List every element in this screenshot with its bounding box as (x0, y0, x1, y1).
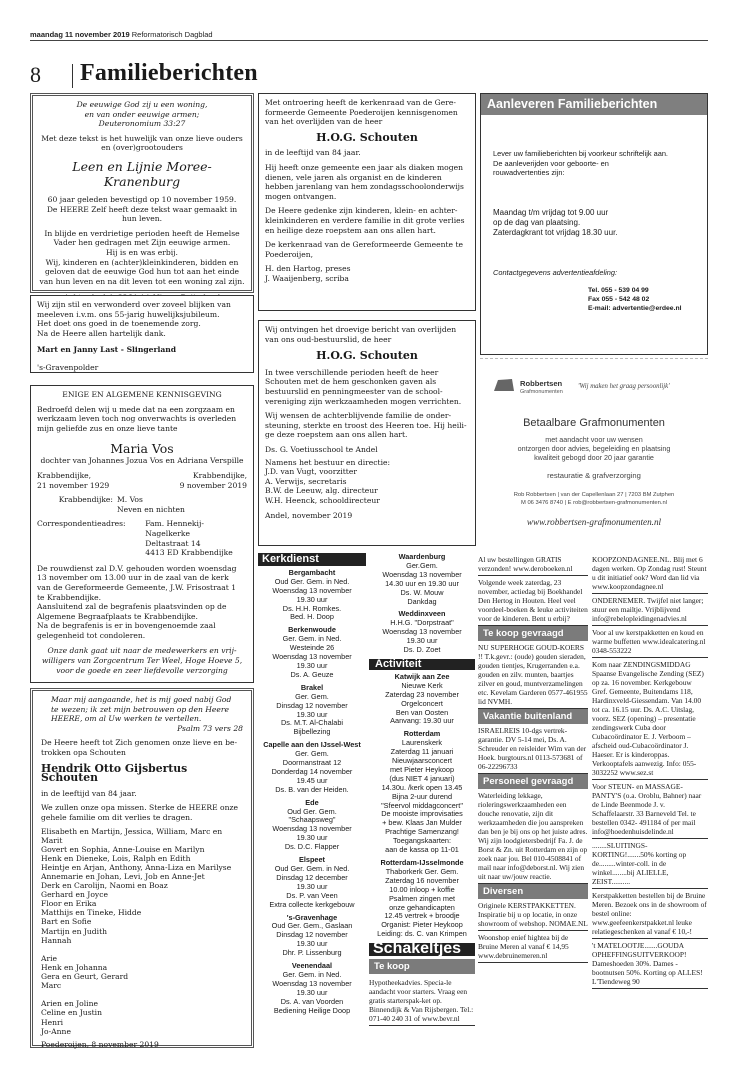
text-line: op de dag van plaatsing. (493, 217, 581, 227)
church-line: Ds. B. van der Heiden. (275, 784, 349, 794)
church-line: + bew. Klaas Jan Mulder (382, 818, 462, 828)
church-line: Orgelconcert (401, 698, 443, 708)
church-line: De mooiste improvisaties (381, 809, 463, 819)
church-line: Dinsdag 12 november (276, 930, 348, 940)
church-place: Rotterdam (403, 729, 441, 739)
text-line: Na de Heere allen hartelijk dank. (37, 328, 166, 338)
text-line: Wij, kinderen en (achter)kleinkinderen, bidden en (45, 257, 239, 267)
classified-ad: ONDERNEMER. Twijfel niet langer; stuur een mailtje. Vrijblijvend info@rebelopleidingenadvies.nl (592, 594, 708, 626)
text-line: De aanleverijden voor geboorte- en (493, 158, 609, 168)
text-line: ontzorgen door advies, begeleiding en plaatsing (517, 444, 671, 453)
text-line: Hij heeft onze gemeente een jaar als diaken mogen (265, 162, 463, 172)
church-line: (dus NIET 4 januari) (389, 773, 455, 783)
family-member: Henk en Johanna (41, 962, 108, 972)
church-place: Capelle aan den IJssel-West (263, 740, 361, 750)
school-name-line: Ds. G. Voetiusschool te Andel (265, 444, 378, 454)
church-line: Thaborkerk Ger. Gem. (385, 866, 459, 876)
church-service (258, 684, 366, 737)
church-line: Ben van Oosten (395, 707, 449, 717)
family-member: Arien en Joline (41, 999, 98, 1009)
family-member: Arie (41, 953, 58, 963)
text-line: In twee verschillende perioden heeft de heer (265, 367, 439, 377)
born-place: Krabbendijke, (37, 470, 92, 480)
classified-ad: Waterleiding lekkage, rioleringswerkzaamheden een douche renovatie, zijn dit werkzaamheden die jou aanspreken dan ben je bij ons op het juiste adres. Wij zijn loodgietersbedrijf Fa. J. de Borst & Zn. uit Rotterdam en zijn op zoek naar jou. Bel 010-4508841 of mail naar info@deborst.nl. Wij zien uit naar uw/jouw reactie. (478, 789, 588, 884)
classified-ad: 't MATELOOTJE.......GOUDA OPHEFFINGSUITVERKOOP! Dameshoeden 30%. Dames -bootnutsen 50%. Korting op ALLES! L'Tiendeweg 90 (592, 939, 708, 989)
classified-ad: Voor al uw kerstpakketten en koud en warme buffetten www.idealcatering.nl 0348-553222 (592, 626, 708, 658)
church-line: 10.00 inloop + koffie (389, 884, 455, 894)
church-line: Zaterdag 11 januari (390, 747, 454, 757)
died-date: 9 november 2019 (179, 480, 247, 490)
church-line: Prachtige Samenzang! (385, 827, 459, 837)
aanleveren-box (480, 93, 708, 355)
church-line: 19.45 uur (296, 775, 328, 785)
family-member: Marc (41, 981, 62, 991)
text-line: In blijde en verdrietige perioden heeft de Hemelse (44, 228, 240, 238)
verse-line: HEERE, om al Uw werken te vertellen. (51, 714, 202, 724)
text-line: kwaliteit gebogd door 20 jaar garantie (534, 453, 654, 462)
text-line: M. Vos (117, 495, 143, 505)
header-rule (30, 40, 708, 41)
diversen-heading: Diversen (478, 884, 588, 899)
family-member: Heintje en Arjan, Anthony, Anna-Liza en Marilyse (41, 862, 232, 872)
classified-ad: KOOPZONDAGNEE.NL. Blij met 6 dagen werken. Op Zondag rust! Steunt u dit initiatief ook? Word dan lid via www.koopzondagnee.nl (592, 553, 708, 594)
church-line: Dinsdag 12 november (276, 700, 348, 710)
text-line: dienen, vele jaren als organist en de kinderen (265, 172, 442, 182)
paper-name: Reformatorisch Dagblad (131, 30, 213, 39)
church-line: Dinsdag 12 december (276, 872, 348, 882)
text-line: Met ontroering heeft de kerkenraad van de Gere- (265, 98, 456, 107)
church-line: Woensdag 13 november (272, 824, 352, 834)
church-line: Ds. D.C. Flapper (284, 842, 340, 852)
church-service (258, 856, 366, 909)
family-member: Henri (41, 1017, 64, 1027)
text-line: Wij ontvingen het droevige bericht van overlijden (265, 325, 457, 334)
family-member (41, 990, 243, 999)
school-notice (258, 320, 476, 546)
family-member: Jo-Anne (41, 1026, 71, 1036)
church-place: Weddinxveen (398, 609, 446, 619)
anniversary-intro (39, 134, 245, 153)
classified-ad: Kerstpakketten bestellen bij de Bruine Meren. Bezoek ons in de showroom of bestel online: www.geefeenkerstpakket.nl leuke relatiegeschenken al vanaf € 10,-! (592, 889, 708, 939)
text-line: voor de goede en zeer liefdevolle verzorging (56, 665, 228, 675)
schakeltjes-heading (369, 940, 475, 958)
church-line: Extra collecte kerkgebouw (269, 899, 355, 909)
fax-text: Fax 055 - 542 48 02 (588, 295, 650, 303)
text-line: Vader hen gedragen met Zijn eeuwige armen. (53, 238, 231, 248)
kerkdienst-heading: Kerkdienst (258, 553, 366, 566)
thanks-notice (30, 295, 254, 373)
church-line: Ger.Gem. (406, 560, 438, 570)
text-line: De Heere heeft tot Zich genomen onze lieve en be- (41, 738, 238, 748)
church-place: Waardenburg (398, 552, 446, 561)
church-line: Dankdag (407, 596, 437, 606)
church-line: onze gehandicapten (389, 902, 455, 912)
aanleveren-title: Aanleveren Familieberichten (481, 94, 707, 115)
text-line: kleinkinderen en verdere familie in dit grote verlies (265, 215, 465, 225)
text-line: hebben jarenlang van hem zondagsschoolonderwijs (265, 182, 464, 192)
church-line: Donderdag 14 november (271, 766, 353, 776)
text-line: vereniging zijn werkzaamheden mogen verrichten. (265, 396, 462, 406)
family-member: Martijn en Judith (41, 926, 108, 936)
family-member (41, 945, 243, 954)
church-line: 19.30 uur (406, 636, 438, 646)
anniversary-text1 (39, 195, 245, 224)
schakeltjes-title: Schakeltjes (373, 940, 462, 958)
church-line: Woensdag 13 november (382, 569, 462, 579)
section-title: Familieberichten (80, 60, 258, 86)
classified-ad: Hypotheekadvies. Specia-le aandacht voor starters. Vraag een gratis starterspak-ket op. Binnendijk & Van Rijsbergen. Tel.: 071-40 240 31 of www.bevr.nl (369, 976, 475, 1026)
family-member: Gerhard en Joyce (41, 890, 108, 900)
church-line: Bed. H. Doop (290, 612, 334, 622)
church-line: 12.45 vertrek + broodje (384, 911, 460, 921)
church-service (369, 553, 475, 606)
school-footer: Andel, november 2019 (265, 510, 353, 520)
classified-col3 (478, 553, 588, 1050)
church-place: Veenendaal (291, 961, 333, 971)
classified-ad: ........SLUITINGS-KORTING!.......50% korting op de.........winter-coll. in de winkel........bij ALIELLE, ZEIST.......... (592, 839, 708, 889)
classified-ad: NU SUPERHOGE GOUD-KOERS !! T.k.gevr.: (oude) gouden sieraden, gouden tientjes, Krugerranden e.a. gouden en zilv. munten, baartjes zilver en goud, muntverzamelingen etc. Kevelam Garderen 0577-461955 lid NVMH. (478, 641, 588, 709)
text-line: W.H. Heenck, schooldirecteur (265, 495, 380, 505)
church-line: 14.30 uur en 19.30 uur (385, 578, 459, 588)
text-line: Neven en nichten (117, 504, 185, 514)
church-line: 19.30 uur (296, 939, 328, 949)
schouten-family-list (41, 827, 243, 1036)
church-line: 19.30 uur (296, 987, 328, 997)
email-text: E-mail: advertentie@erdee.nl (588, 304, 682, 312)
classified-col4 (592, 553, 708, 1050)
schouten-family-notice (30, 688, 254, 1048)
services: restauratie & grafverzorging (547, 471, 641, 480)
text-line: De HEERE Zelf heeft deze tekst waar gemaakt in (46, 204, 238, 214)
church-line: Oud Ger. Gem., Gaslaan (271, 921, 353, 931)
family-member: Hannah (41, 935, 72, 945)
family-member: Gera en Geurt, Gerard (41, 972, 129, 982)
church-line: Ger. Gem. in Ned. (282, 634, 342, 644)
text-line: Poederoijen, (265, 249, 314, 259)
family-member: Annemarie en Johan, Levi, Job en Anne-Jet (41, 872, 205, 881)
church-line: met Pieter Heykoop (389, 764, 455, 774)
text-line: Na de begrafenis is er in bovengenoemde zaal (37, 621, 216, 631)
text-line: Zaterdagkrant tot vrijdag 18.30 uur. (493, 227, 618, 237)
church-line: 19.30 uur (296, 594, 328, 604)
text-line: en (over)grootouders (101, 143, 183, 153)
te-koop-heading: Te koop (369, 959, 475, 974)
family-member: Floor en Erika (41, 899, 97, 909)
anniversary-text2 (39, 229, 245, 287)
church-line: Woensdag 13 november (272, 652, 352, 662)
church-line: "Sfeervol middagconcert" (381, 800, 463, 810)
text-line: geloven dat de eeuwige God hun tot aan het einde (44, 267, 240, 277)
edition-date (30, 30, 213, 39)
text-line: trokken opa Schouten (41, 747, 126, 757)
text-line: ge deze roepstem aan ons allen hart. (265, 430, 408, 440)
text-line: Bedroefd delen wij u mede dat na een zorgzaam en (37, 404, 235, 414)
text-line: meeleven i.v.m. ons 55-jarig huwelijksjubileum. (37, 309, 220, 319)
text-line: steuning, sterkte en troost des Heeren toe. Hij heili- (265, 420, 467, 430)
text-line: De rouwdienst zal D.V. gehouden worden woensdag (37, 563, 237, 573)
vos-service (37, 564, 247, 641)
kerkraad-name: H.O.G. Schouten (316, 130, 418, 144)
church-line: Psalmen zingen met (388, 893, 456, 903)
text-line: van hun leven en na dit leven tot een woning zal zijn. (39, 276, 245, 286)
church-place: Ede (305, 797, 319, 807)
text-line: Hij is en was erbij. (106, 247, 178, 257)
corr-label: Correspondentieadres: (37, 519, 126, 529)
verse-line: en van onder eeuwige armen; (84, 109, 200, 119)
robbertsen-contact: M 06 3476 8740 | E rob@robbertsen-grafmonumenten.nl (521, 500, 667, 506)
vos-thanks (37, 646, 247, 675)
church-service (258, 569, 366, 622)
classified-ad: Woonshop enief hightea bij de Bruine Meren al vanaf € 14,95 www.debruinemeren.nl (478, 931, 588, 963)
classified-ad: ISRAELREIS 10-dgs vertrek-garantie. DV 5-14 mei, Ds. A. Schreuder en reisleider Wim van der Hoek. burgtours.nl 0113-573681 of 06-22296733 (478, 724, 588, 774)
church-line: H.H.G. "Dorpstraat" (390, 618, 454, 628)
text-line: bestuurslid en penningmeester van de school- (265, 386, 443, 396)
born-date: 21 november 1929 (37, 480, 110, 490)
contact-label: Contactgegevens advertentieafdeling: (493, 267, 618, 277)
text-line: Aansluitend zal de begrafenis plaatsvinden op de (37, 602, 227, 612)
text-line: J. Waaijenberg, scriba (265, 273, 349, 283)
text-line: A. Verwijs, secretaris (265, 476, 347, 486)
text-line: Het doet ons goed in de toenemende zorg. (37, 319, 201, 329)
church-line: Organist: Pieter Heykoop (381, 920, 463, 930)
text-line: Algemene Begraafplaats te Krabbendijke. (37, 611, 198, 621)
church-service (369, 673, 475, 726)
classified-ad: Kom naar ZENDINGSMIDDAG Spaanse Evangelische Zending (SEZ) op za. 16 november. Kerkgebouw Gref. Gemeente, Buitendams 118, Hardinxveld-Giessendam. Van 14.00 tot ca. 16.15 uur. Ds. A.C. Uitslag, voorz. SEZ (opening) – presentatie zendingswerk Cuba door Cubacoördinator E. J. Verboom – afscheid oud-Cubacoördinator J. Haeser. Er is kinderoppas. Verkooptafels aanwezig. Info: 055-3032252 www.sez.st (592, 658, 708, 780)
couple-name: Leen en Lijnie Moree-Kranenburg (72, 158, 212, 189)
text-line: Namens het bestuur en directie: (265, 457, 391, 467)
text-line: gehele familie om dit verlies te dragen. (41, 812, 193, 822)
anniversary-notice (30, 93, 254, 293)
church-line: Ger. Gem. in Ned. (282, 969, 342, 979)
family-member: Govert en Sophia, Anne-Louise en Marilyn (41, 844, 205, 854)
text-line: Wij zijn stil en verwonderd over zoveel blijken van (37, 300, 231, 309)
schouten-verse (41, 695, 243, 733)
church-line: Ger. Gem. (295, 749, 329, 759)
church-service (258, 799, 366, 852)
kerkraad-age: in de leeftijd van 84 jaar. (265, 148, 361, 158)
church-place: Rotterdam-IJsselmonde (380, 858, 464, 867)
schouten-full-name: Hendrik Otto Gijsbertus Schouten (41, 761, 188, 785)
robbertsen-url[interactable]: www.robbertsen-grafmonumenten.nl (526, 517, 662, 527)
church-line: Nieuwe Kerk (401, 680, 443, 690)
activiteit-heading: Activiteit (369, 659, 475, 670)
vos-name: Maria Vos (110, 441, 174, 457)
text-line: van het overlijden van de heer (265, 117, 383, 127)
text-line: gelegenheid tot condoleren. (37, 630, 146, 640)
church-line: Toegangskaarten: (392, 836, 451, 846)
text-line: De Heere gedenke zijn kinderen, klein- en achter- (265, 206, 458, 216)
vos-intro (37, 405, 247, 434)
church-place: 's-Gravenhage (286, 912, 338, 922)
church-line: Ds. D. Zoet (403, 645, 441, 655)
verse-line: Maar mij aangaande, het is mij goed nabij God (51, 695, 232, 704)
text-line: 4413 ED Krabbendijke (145, 548, 233, 558)
text-line: Lever uw familieberichten bij voorkeur schriftelijk aan. (493, 149, 668, 159)
church-line: Oud Ger. Gem. (287, 806, 337, 816)
classified-ad: Volgende week zaterdag, 23 november, actiedag bij Boekhandel Den Hertog in Houten. Heel veel voordeel-boeken & leuke activiteiten voor de kinderen. Bent u erbij? (478, 576, 588, 626)
schouten-p1 (41, 803, 243, 822)
verse-line: Deuteronomium 33:27 (98, 119, 186, 129)
robbertsen-address: Rob Robbertsen | van der Capellenlaan 27 | 7203 BM Zutphen (513, 492, 675, 498)
verse-ref: Psalm 73 vers 28 (177, 723, 243, 733)
church-line: Zaterdag 16 november (385, 875, 459, 885)
classified-ad: Originele KERSTPAKKETTEN. Inspiratie bij u op locatie, in onze showroom of webshop. NOMAE.NL (478, 899, 588, 931)
church-line: Ds. H.H. Romkes. (282, 603, 342, 613)
robbertsen-title: Betaalbare Grafmonumenten (523, 417, 665, 429)
church-service (369, 859, 475, 939)
text-line: J.D. van Vugt, voorzitter (265, 467, 357, 477)
church-service (258, 626, 366, 679)
family-member: Derk en Carolijn, Naomi en Boaz (41, 881, 168, 891)
church-service (258, 914, 366, 959)
text-line: te Krabbendijke. (37, 592, 102, 602)
classified-ad: Voor STEUN- en MASSAGE-PANTY'S (o.a. Oroblu, Bahner) naar de Linde Beenmode J. v. Schaffelaarstr. 33 Barneveld Tel. te bestellen 0342- 491184 of per mail info@hoedenhuisdelinde.nl (592, 780, 708, 839)
text-line: Maandag t/m vrijdag tot 9.00 uur (493, 207, 609, 217)
personeel-heading: Personeel gevraagd (478, 774, 588, 789)
brand-sub: Grafmonumenten (520, 389, 563, 395)
church-line: Oud Ger. Gem. in Ned. (274, 576, 350, 586)
family-label: Krabbendijke: (58, 495, 113, 505)
church-service (369, 730, 475, 855)
brand-name: Robbertsen (520, 379, 563, 388)
text-line: mogen ontvangen. (265, 191, 337, 201)
classified-ad: Al uw bestellingen GRATIS verzonden! www.deroboeken.nl (478, 553, 588, 576)
church-line: Oud Ger. Gem. in Ned. (274, 864, 350, 873)
text-line: 13 november om 13.00 uur in de zaal van de kerk (37, 573, 229, 583)
text-line: van de Gereformeerde Gemeente, J.W. Frisostraat 1 (37, 582, 237, 592)
kerkdienst-col1 (258, 553, 366, 1050)
church-line: aan de kassa op 11-01 (385, 845, 459, 855)
verse-line: De eeuwige God zij u een woning, (76, 100, 208, 109)
anniversary-verse (39, 100, 245, 129)
vos-dates (37, 471, 247, 490)
schouten-footer: Poederoijen, 8 november 2019 (41, 1039, 159, 1049)
text-line: en heilige deze roepstem aan ons allen hart. (265, 225, 436, 235)
stone-icon (492, 377, 516, 393)
church-line: 19.30 uur (296, 881, 328, 891)
text-line: B.W. de Leeuw, alg. directeur (265, 486, 378, 496)
school-name: H.O.G. Schouten (316, 349, 418, 363)
family-member: Bart en Sofie (41, 917, 92, 927)
church-line: 19.30 uur (296, 709, 328, 719)
church-line: Bediening Heilige Doop (273, 1005, 351, 1015)
text-line: We zullen onze opa missen. Sterke de HEERE onze (41, 803, 239, 813)
vakantie-heading: Vakantie buitenland (478, 709, 588, 724)
church-service (369, 610, 475, 655)
kerkraad-notice (258, 93, 476, 311)
church-line: Ds. M.T. Al-Chalabi (280, 718, 344, 728)
te-koop-gevraagd-heading: Te koop gevraagd (478, 626, 588, 641)
tel-text: Tel. 055 - 539 04 99 (588, 287, 649, 295)
robbertsen-ad (480, 358, 708, 546)
church-line: Aanvang: 19.30 uur (390, 716, 454, 726)
church-line: Ds. A. van Voorden (280, 996, 344, 1006)
church-line: Leiding: ds. C. van Krimpen (377, 929, 467, 939)
vos-heading: ENIGE EN ALGEMENE KENNISGEVING (62, 390, 222, 399)
text-line: willigers van Zorgcentrum Ter Weel, Hoge Hoeve 5, (41, 656, 243, 666)
church-place: Katwijk aan Zee (394, 671, 450, 681)
text-line: met aandacht voor uw wensen (545, 435, 643, 444)
text-line: Onze dank gaat uit naar de medewerkers en vrij- (47, 646, 237, 656)
died-place: Krabbendijke, (192, 470, 247, 480)
church-line: Ds. A. Geuze (290, 669, 334, 679)
text-line: mijn geliefde zus en onze lieve tante (37, 423, 178, 433)
text-line: werkzaam leven toch nog onverwachts is overleden (37, 414, 237, 424)
vos-parents: dochter van Johannes Jozua Vos en Adriana Verspille (40, 456, 244, 466)
church-line: Woensdag 13 november (272, 978, 352, 988)
schouten-intro (41, 738, 243, 757)
text-line: Wij wensen de achterblijvende familie de onder- (265, 411, 452, 421)
church-line: Zaterdag 23 november (385, 689, 459, 699)
text-line: H. den Hartog, preses (265, 264, 351, 274)
church-line: Nieuwjaarsconcert (391, 756, 453, 766)
church-place: Brakel (300, 682, 324, 692)
thanks-names: Mart en Janny Last - Slingerland (37, 345, 177, 355)
church-service (258, 962, 366, 1015)
church-line: Ds. P. van Veen (286, 890, 338, 900)
church-place: Elspeet (299, 855, 325, 865)
church-line: Westeinde 26 (289, 643, 335, 653)
church-service (258, 741, 366, 794)
kerkdienst-col2 (369, 553, 475, 1050)
header-divider (72, 64, 73, 88)
slogan: 'Wij maken het graag persoonlijk' (578, 383, 670, 390)
church-line: Woensdag 13 november (382, 627, 462, 637)
church-line: Woensdag 13 november (272, 585, 352, 595)
family-member: Elisabeth en Martijn, Jessica, William, Marc en Marit (41, 826, 223, 845)
church-line: Dhr. P. Lissenburg (282, 948, 342, 958)
thanks-place: 's-Gravenpolder (37, 362, 99, 372)
church-line: Bijbellezing (293, 727, 331, 737)
church-line: Ger. Gem. (295, 691, 329, 701)
verse-line: te wezen; ik zet mijn betrouwen op den Heere (51, 704, 230, 714)
date-text: maandag 11 november 2019 (30, 30, 130, 39)
text-line: rouwadvertenties zijn: (493, 168, 565, 178)
text-line: Fam. Hennekij-Nagelkerke (145, 519, 204, 538)
text-line: 60 jaar geleden bevestigd op 10 november 1959. (47, 194, 237, 204)
text-line: hun leven. (121, 214, 163, 224)
vos-family (37, 495, 247, 514)
vos-correspondence (37, 519, 247, 557)
text-line: De kerkenraad van de Gereformeerde Gemeente te (265, 240, 463, 250)
schouten-age: in de leeftijd van 84 jaar. (41, 788, 137, 798)
page-number: 8 (30, 62, 41, 87)
text-line: van ons oud-bestuurslid, de heer (265, 334, 392, 344)
church-place: Berkenwoude (288, 625, 336, 635)
church-line: "Schaapsweg" (288, 815, 336, 825)
church-line: Bijna 2-uur durend (391, 791, 453, 801)
family-member: Henk en Dieneke, Lois, Ralph en Edith (41, 853, 191, 863)
text-line: Deltastraat 14 (145, 538, 201, 548)
family-member: Matthijs en Tineke, Hidde (41, 908, 142, 918)
church-line: 14.30u. /kerk open 13.45 (381, 782, 463, 792)
text-line: Met deze tekst is het huwelijk van onze lieve ouders (41, 133, 243, 143)
church-line: 19.30 uur (296, 660, 328, 670)
text-line: Schouten met de hem geschonken gaven als (265, 377, 437, 387)
text-line: formeerde Gemeente Poederoijen kennisgenomen (265, 107, 458, 117)
church-line: Laurenskerk (401, 738, 443, 748)
family-member: Celine en Justin (41, 1008, 102, 1018)
church-line: Ds. W. Mouw (400, 587, 444, 597)
church-place: Bergambacht (288, 567, 336, 577)
church-line: 19.30 uur (296, 833, 328, 843)
church-line: Doormanstraat 12 (282, 758, 342, 768)
vos-notice (30, 385, 254, 683)
